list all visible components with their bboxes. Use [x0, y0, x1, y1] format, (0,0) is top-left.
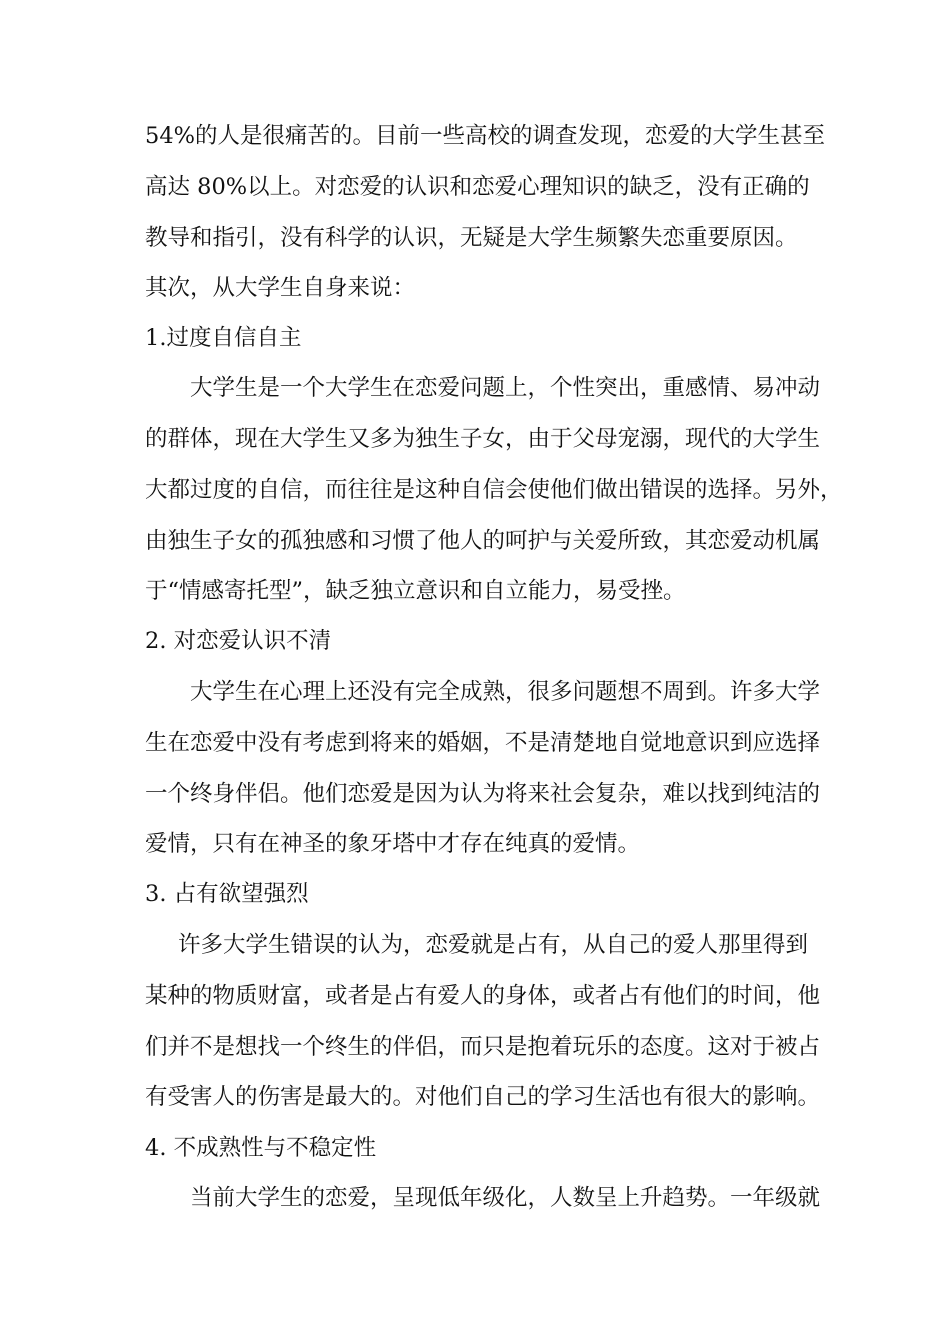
paragraph-first-line: 大学生是一个大学生在恋爱问题上，个性突出，重感情、易冲动 [190, 375, 821, 401]
paragraph-first-line: 大学生在心理上还没有完全成熟，很多问题想不周到。许多大学 [190, 679, 821, 705]
paragraph-first-line: 许多大学生错误的认为，恋爱就是占有，从自己的爱人那里得到 [178, 932, 809, 958]
section-heading: 2. 对恋爱认识不清 [145, 628, 332, 654]
text-line: 一个终身伴侣。他们恋爱是因为认为将来社会复杂，难以找到纯洁的 [145, 781, 821, 807]
paragraph-first-line: 当前大学生的恋爱，呈现低年级化，人数呈上升趋势。一年级就 [190, 1185, 821, 1211]
text-line: 54%的人是很痛苦的。目前一些高校的调查发现，恋爱的大学生甚至 [145, 123, 826, 149]
section-heading: 3. 占有欲望强烈 [145, 881, 309, 907]
text-line: 有受害人的伤害是最大的。对他们自己的学习生活也有很大的影响。 [145, 1084, 821, 1110]
text-line: 某种的物质财富，或者是占有爱人的身体，或者占有他们的时间，他 [145, 983, 821, 1009]
text-line: 们并不是想找一个终生的伴侣，而只是抱着玩乐的态度。这对于被占 [145, 1034, 821, 1060]
text-line: 的群体，现在大学生又多为独生子女，由于父母宠溺，现代的大学生 [145, 426, 821, 452]
section-heading: 4. 不成熟性与不稳定性 [145, 1135, 377, 1161]
text-line: 于“情感寄托型”，缺乏独立意识和自立能力，易受挫。 [145, 578, 686, 604]
text-line: 生在恋爱中没有考虑到将来的婚姻，不是清楚地自觉地意识到应选择 [145, 730, 821, 756]
text-line: 教导和指引，没有科学的认识，无疑是大学生频繁失恋重要原因。 [145, 225, 798, 251]
text-line: 大都过度的自信，而往往是这种自信会使他们做出错误的选择。另外， [145, 477, 843, 503]
text-line: 爱情，只有在神圣的象牙塔中才存在纯真的爱情。 [145, 831, 641, 857]
section-heading: 1.过度自信自主 [145, 325, 302, 351]
text-line: 由独生子女的孤独感和习惯了他人的呵护与关爱所致，其恋爱动机属 [145, 528, 821, 554]
text-line: 其次，从大学生自身来说： [145, 275, 416, 301]
text-line: 高达 80%以上。对恋爱的认识和恋爱心理知识的缺乏，没有正确的 [145, 174, 810, 200]
